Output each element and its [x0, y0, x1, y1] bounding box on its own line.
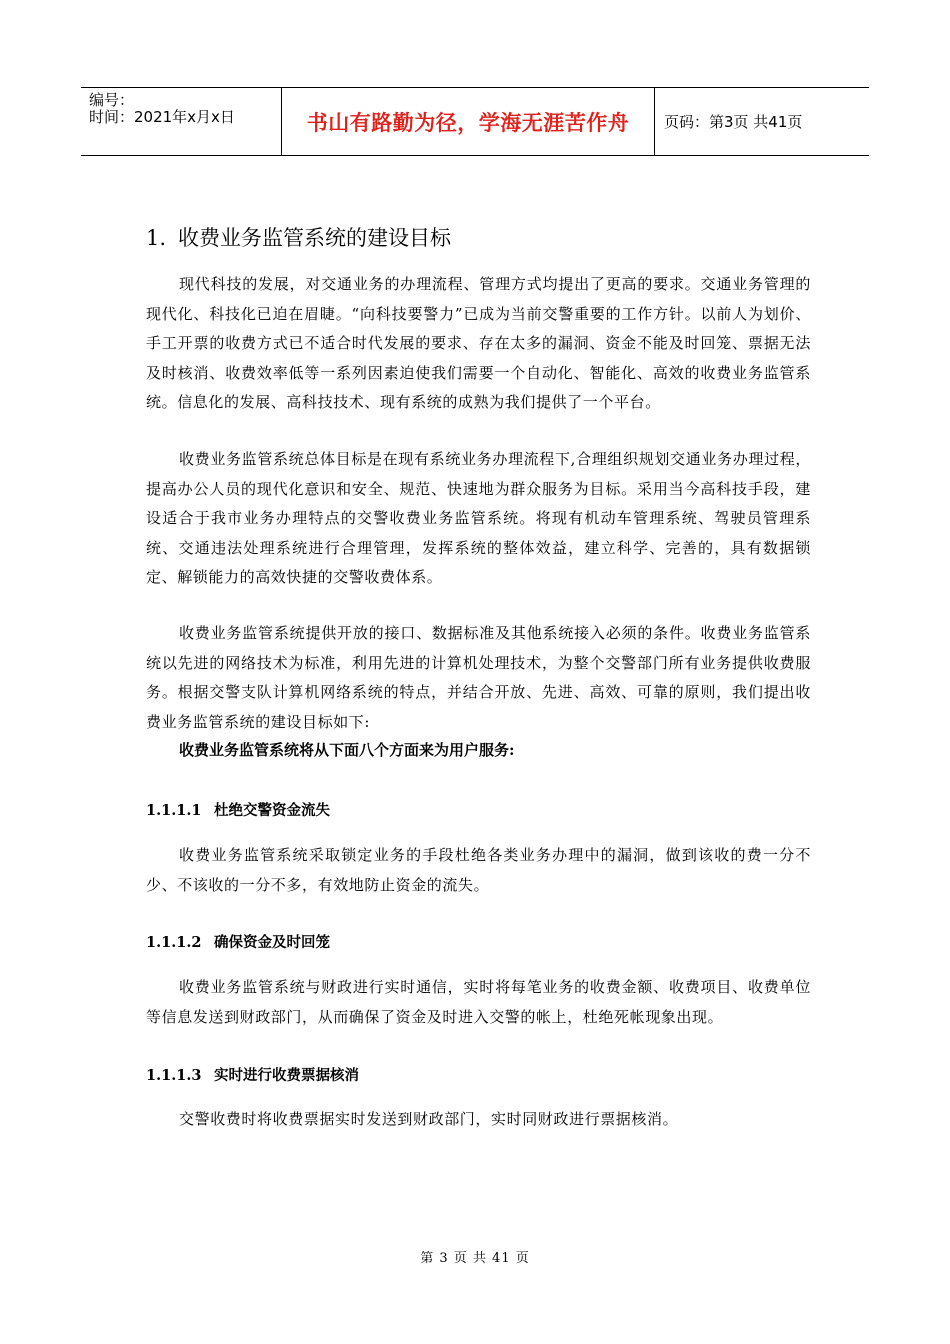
section-heading [146, 224, 451, 252]
section-title: 收费业务监管系统的建设目标 [178, 226, 452, 250]
subsection-number: 1.1.1.3 [146, 1067, 202, 1084]
subsection-title: 杜绝交警资金流失 [214, 802, 330, 819]
section-number: 1. [146, 226, 167, 250]
header-motto-cell [282, 88, 655, 155]
subsection-text-1: 收费业务监管系统采取锁定业务的手段杜绝各类业务办理中的漏洞，做到该收的费一分不少、不该收的一分不多，有效地防止资金的流失。 [146, 846, 811, 894]
bold-intro: 收费业务监管系统将从下面八个方面来为用户服务: [179, 741, 515, 759]
subsection-heading-2 [146, 932, 330, 954]
subsection-title: 确保资金及时回笼 [214, 934, 330, 951]
page-info: 页码：第3页 共41页 [664, 113, 803, 131]
subsection-text-2: 收费业务监管系统与财政进行实时通信，实时将每笔业务的收费金额、收费项目、收费单位等信息发送到财政部门，从而确保了资金及时进入交警的帐上，杜绝死帐现象出现。 [146, 978, 811, 1026]
serial-label: 编号： [89, 91, 135, 109]
paragraph-2: 收费业务监管系统总体目标是在现有系统业务办理流程下,合理组织规划交通业务办理过程，提高办公人员的现代化意识和安全、规范、快速地为群众服务为目标。采用当今高科技手段，建设适合于我市业务办理特点的交警收费业务监管系统。将现有机动车管理系统、驾驶员管理系统、交通违法处理系统进行合理管理，发挥系统的整体效益，建立科学、完善的，具有数据锁定、解锁能力的高效快捷的交警收费体系。 [146, 450, 811, 586]
subsection-number: 1.1.1.1 [146, 802, 202, 819]
header-meta-cell [81, 88, 282, 155]
subsection-number: 1.1.1.2 [146, 934, 202, 951]
subsection-text-3: 交警收费时将收费票据实时发送到财政部门，实时同财政进行票据核消。 [179, 1110, 679, 1128]
paragraph-3: 收费业务监管系统提供开放的接口、数据标准及其他系统接入必须的条件。收费业务监管系统以先进的网络技术为标准，利用先进的计算机处理技术，为整个交警部门所有业务提供收费服务。根据交警支队计算机网络系统的特点，并结合开放、先进、高效、可靠的原则，我们提出收费业务监管系统的建设目标如下: [146, 624, 811, 731]
page-footer: 第 3 页 共 41 页 [420, 1251, 530, 1266]
document-header [81, 87, 869, 156]
subsection-heading-3 [146, 1065, 359, 1087]
subsection-title: 实时进行收费票据核消 [214, 1067, 359, 1084]
subsection-heading-1 [146, 800, 330, 822]
time-label: 时间：2021年x月x日 [89, 108, 235, 126]
motto-text: 书山有路勤为径，学海无涯苦作舟 [306, 110, 630, 135]
paragraph-1: 现代科技的发展，对交通业务的办理流程、管理方式均提出了更高的要求。交通业务管理的现代化、科技化已迫在眉睫。“向科技要警力”已成为当前交警重要的工作方针。以前人为划价、手工开票的收费方式已不适合时代发展的要求、存在太多的漏洞、资金不能及时回笼、票据无法及时核消、收费效率低等一系列因素迫使我们需要一个自动化、智能化、高效的收费业务监管系统。信息化的发展、高科技技术、现有系统的成熟为我们提供了一个平台。 [146, 275, 811, 411]
